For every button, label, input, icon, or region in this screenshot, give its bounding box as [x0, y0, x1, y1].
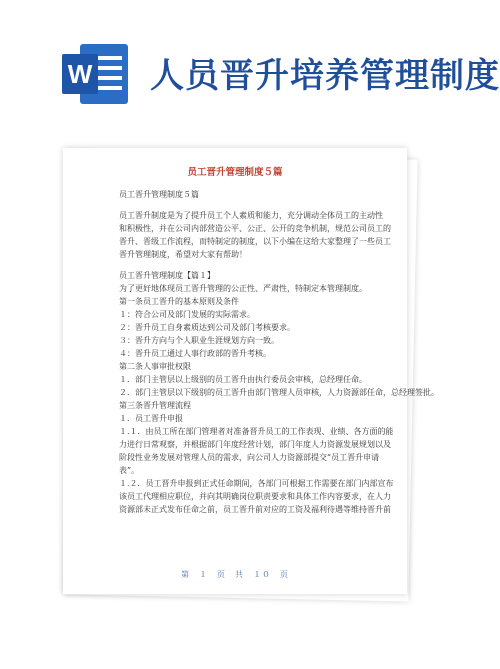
word-logo-letter: W [62, 54, 98, 94]
document-line: １．员工晋升申报 [119, 414, 183, 423]
document-line: 和积极性，并在公司内部营造公平、公正、公开的竞争机制，规范公司员工的 [119, 224, 391, 233]
document-body [119, 188, 439, 516]
document-preview[interactable] [63, 148, 439, 598]
document-line: 晋升管理制度，希望对大家有帮助！ [119, 250, 247, 259]
document-line: 资源部未正式发布任命之前，员工晋升前对应的工资及福利待遇等维持晋升前 [119, 505, 391, 514]
document-line: 力进行日常观察，并根据部门年度经营计划，部门年度人力资源发展规划以及 [119, 440, 391, 449]
document-line: 员工晋升制度是为了提升员工个人素质和能力，充分调动全体员工的主动性 [119, 211, 383, 220]
document-line: １．部门主管层以上级别的员工晋升由执行委员会审核，总经理任命。 [119, 375, 367, 384]
document-line: 员工晋升管理制度【篇１】 [119, 271, 215, 280]
page-footer: 第 １ 页 共 １０ 页 [181, 570, 289, 579]
banner [0, 0, 500, 130]
document-line: 该员工代理相应职位，并向其明确岗位职责要求和具体工作内容要求，在人力 [119, 492, 391, 501]
document-line: １.２．员工晋升申报到正式任命期间，各部门可根据工作需要在部门内部宣布 [119, 479, 394, 488]
document-line: 第一条员工晋升的基本原则及条件 [119, 297, 239, 306]
document-title: 员工晋升管理制度５篇 [187, 167, 283, 178]
document-line: 阶段性业务发展对管理人员的需求，向公司人力资源部提交“员工晋升申请 [119, 453, 380, 462]
paragraph-gap [119, 261, 363, 269]
paragraph-gap [119, 201, 363, 209]
document-line: 为了更好地体现员工晋升管理的公正性、严肃性，特制定本管理制度。 [119, 284, 367, 293]
document-line: 第三条晋升管理流程 [119, 401, 191, 410]
document-line: １：符合公司及部门发展的实际需求。 [119, 310, 255, 319]
document-line: 表”。 [119, 466, 140, 475]
front-sheet [63, 148, 439, 594]
document-line: １.１．由员工所在部门管理者对准备晋升员工的工作表现、业绩、各方面的能 [119, 427, 394, 436]
banner-title: 人员晋升培养管理制度 [150, 56, 500, 96]
document-line: 第二条人事审批权限 [119, 362, 191, 371]
document-line: ３：晋升方向与个人职业生涯规划方向一致。 [119, 336, 279, 345]
document-line: ２：晋升员工自身素质达到公司及部门考核要求。 [119, 323, 295, 332]
document-line: ２．部门主管层以下级别的员工晋升由部门管理人员审核，人力资源部任命，总经理签批。 [119, 388, 439, 397]
document-line: 晋升、晋级工作流程，而特制定的制度，以下小编在这给大家整理了一些员工 [119, 237, 391, 246]
document-line: 员工晋升管理制度５篇 [119, 190, 199, 199]
document-page [63, 148, 439, 594]
document-line: ４：晋升员工通过人事行政部的晋升考核。 [119, 349, 271, 358]
word-document-icon [62, 40, 130, 108]
